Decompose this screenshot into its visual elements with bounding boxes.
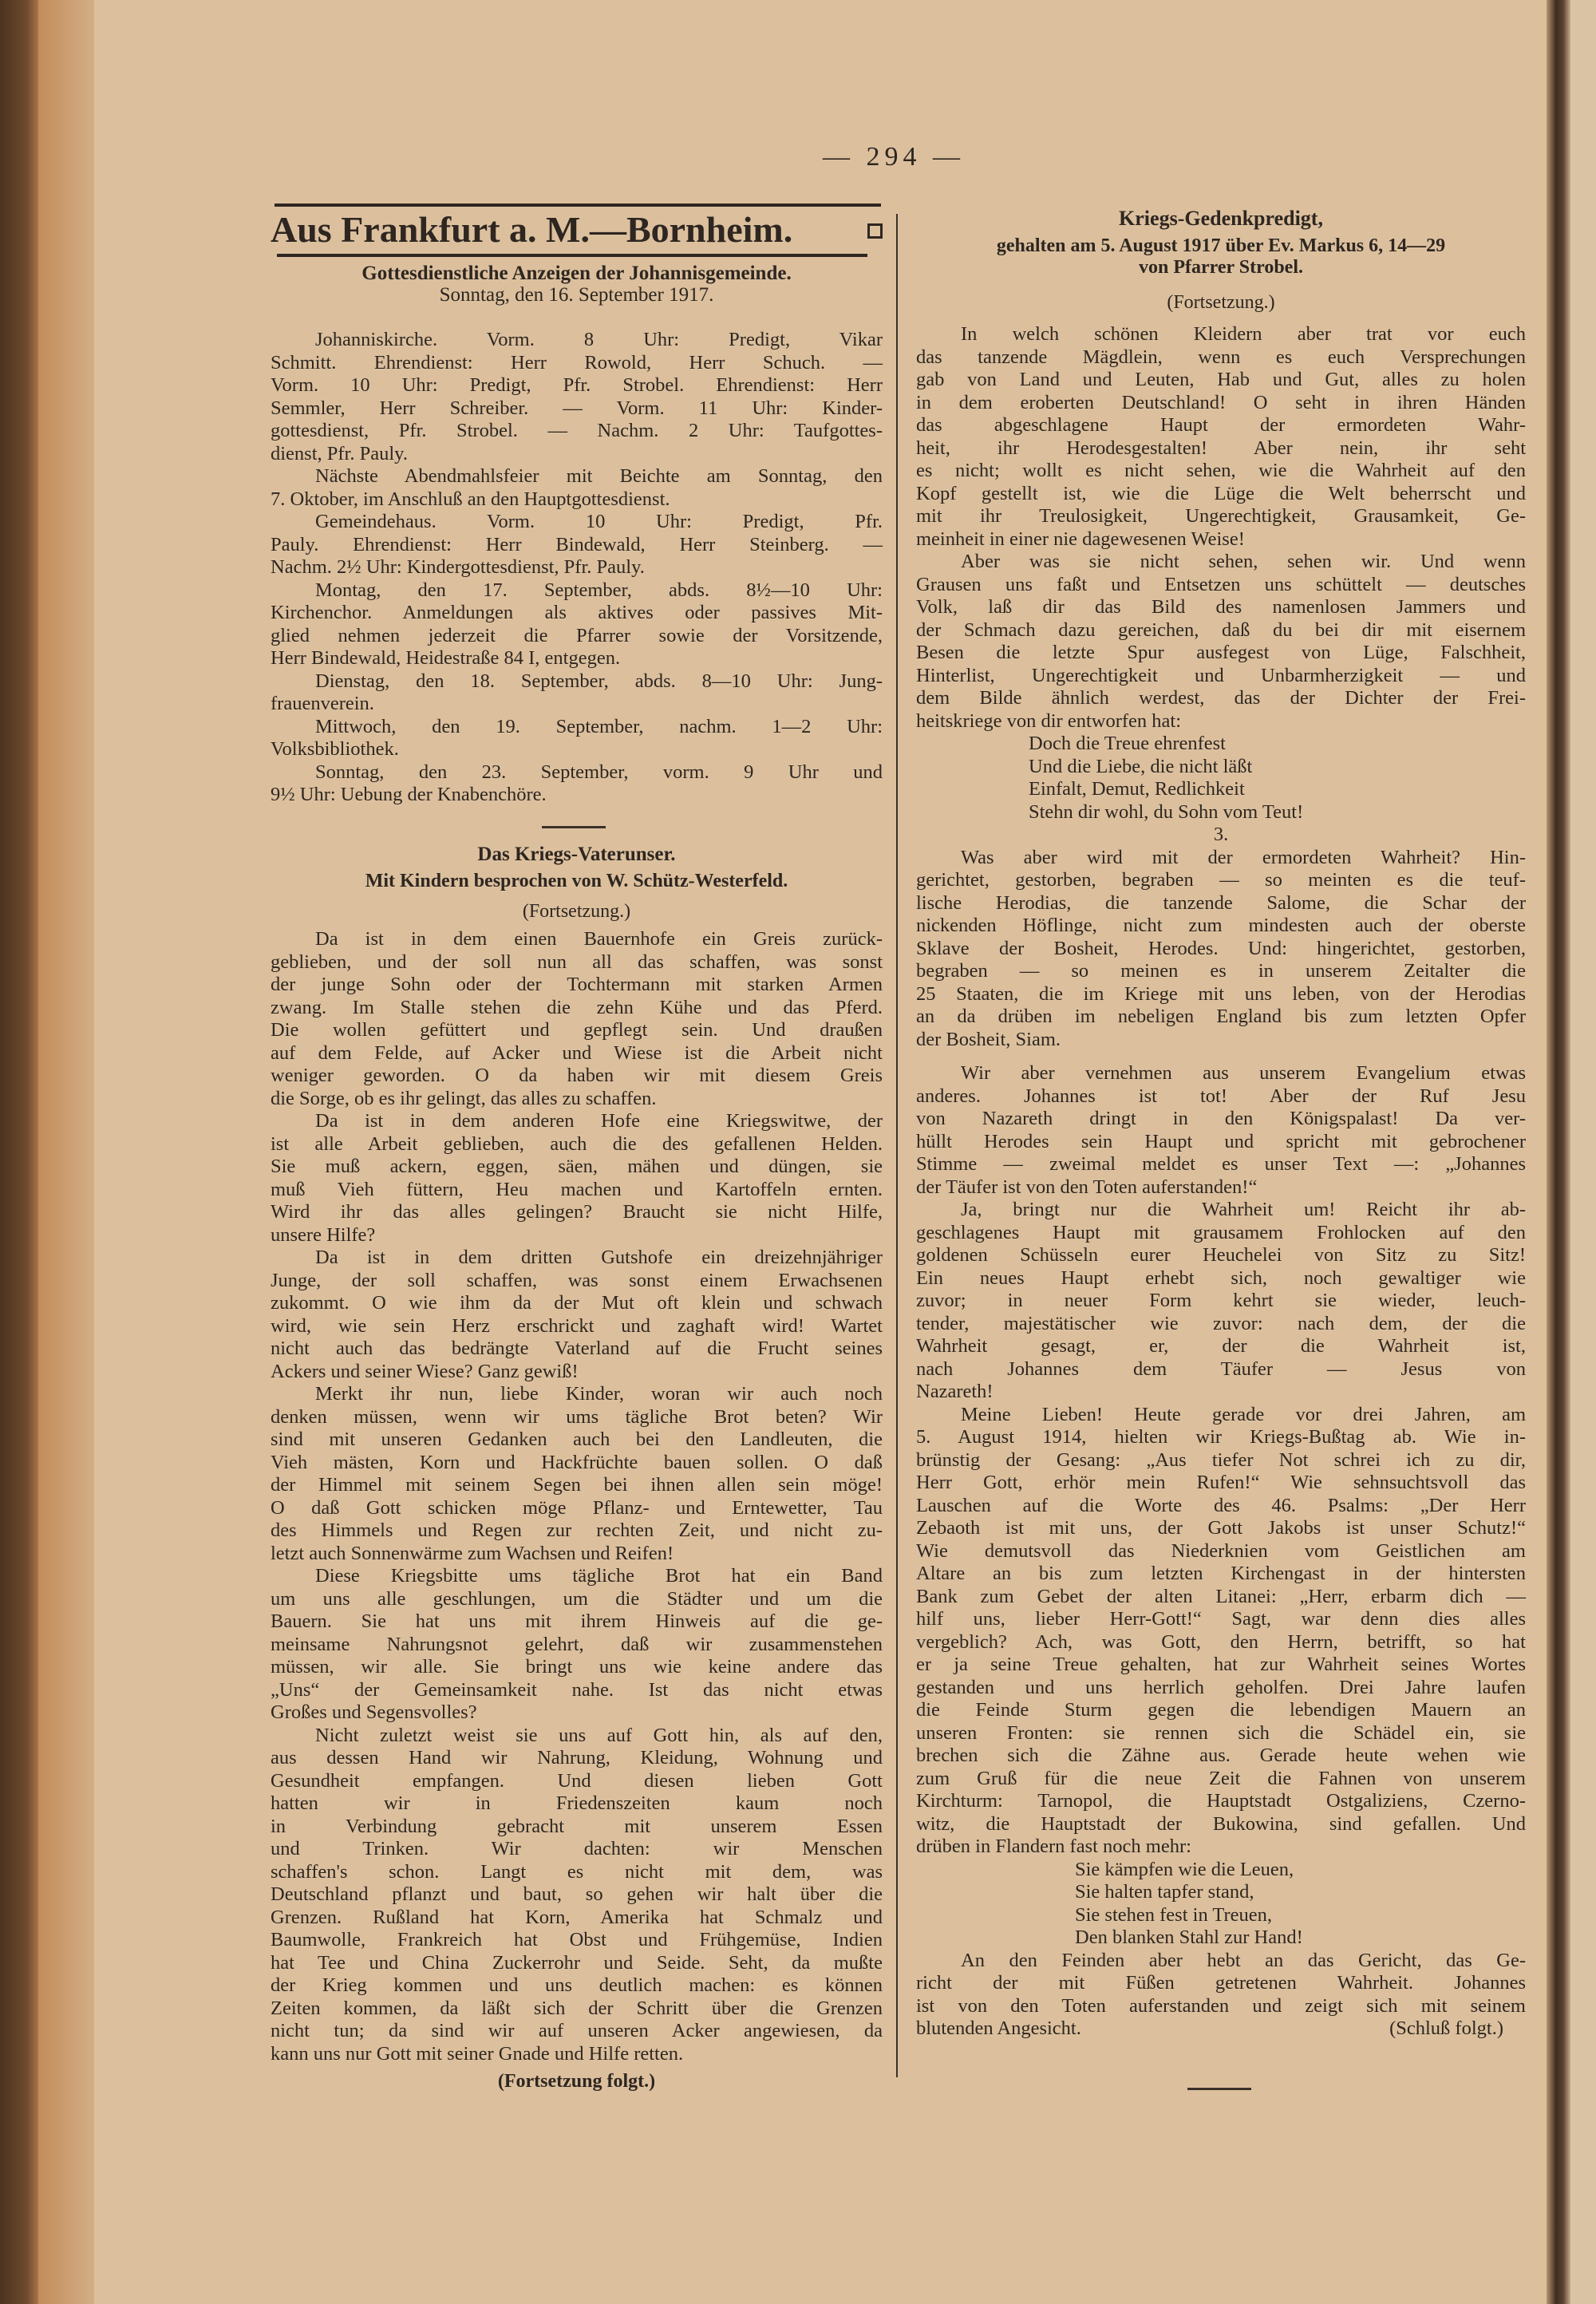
text-line: meinsame Nahrungsnot gelehrt, daß wir zusammenstehen xyxy=(271,1633,883,1655)
text-line: frauenverein. xyxy=(271,693,374,714)
paragraph xyxy=(916,847,1526,1052)
text-line: anderes. Johannes ist tot! Aber der Ruf Jesu xyxy=(916,1085,1526,1107)
text-line: geschlagenes Haupt mit grausamem Frohlocken auf den xyxy=(916,1221,1526,1243)
text-line: zukommt. O wie ihm da der Mut oft klein und schwach xyxy=(271,1292,883,1314)
text-line: zum Gruß für die neue Zeit die Fahnen von unserem xyxy=(916,1767,1526,1789)
text-line: in Verbindung gebracht mit unserem Essen xyxy=(271,1815,883,1837)
text-line: gottesdienst, Pfr. Strobel. — Nachm. 2 Uhr: Taufgottes- xyxy=(271,420,883,441)
text-line: Wir aber vernehmen aus unserem Evangelium etwas xyxy=(961,1062,1526,1084)
text-line: zuvor; in neuer Form kehrt sie wieder, leuch- xyxy=(916,1290,1526,1311)
text-line: geblieben, und der soll nun all das schaffen, was sonst xyxy=(271,950,883,973)
text-line: der Himmel mit seinem Segen bei ihnen allen sein möge! xyxy=(271,1474,883,1496)
text-line: Aber was sie nicht sehen, sehen wir. Und wenn xyxy=(961,551,1526,572)
text-line: gestanden und uns herrlich geholfen. Drei Jahre laufen xyxy=(916,1676,1526,1698)
text-line: Besen die letzte Spur ausfegest von Lüge, Falschheit, xyxy=(916,642,1526,663)
text-line: witz, die Hauptstadt der Bukowina, sind gefallen. Und xyxy=(916,1812,1526,1835)
closing-line xyxy=(916,2017,1526,2041)
text-line: 3. xyxy=(1213,824,1229,845)
text-line: der Schmach dazu gereichen, daß du bei dir mit eisernem xyxy=(916,618,1526,641)
text-line: nicht auch das bedrängte Vaterland auf die Frucht seines xyxy=(271,1338,883,1359)
text-line: 25 Staaten, die im Kriege mit uns leben, von der Herodias xyxy=(916,982,1526,1005)
text-line: der Täufer ist von den Toten auferstanden!“ xyxy=(916,1176,1258,1198)
sermon-continuation: (Fortsetzung.) xyxy=(1167,292,1275,313)
text-line: Kopf gestellt ist, wie die Lüge die Welt beherrscht und xyxy=(916,482,1526,504)
text-line: dem Bilde ähnlich werdest, das der Dichter der Frei- xyxy=(916,687,1526,709)
column-divider xyxy=(896,214,898,2077)
paragraph xyxy=(916,1950,1526,2041)
text-line: gab von Land und Leuten, Hab und Gut, alles zu holen xyxy=(916,369,1526,390)
paragraph xyxy=(271,928,883,1110)
paragraph xyxy=(271,1565,883,1725)
text-line: brechen sich die Zähne aus. Gerade heute wehen wie xyxy=(916,1745,1526,1766)
text-line: hüllt Herodes sein Haupt und spricht mit gebrochener xyxy=(916,1130,1526,1152)
text-line: Junge, der soll schaffen, was sonst einem Erwachsenen xyxy=(271,1269,883,1291)
book-gutter xyxy=(1547,0,1570,2304)
text-line: Altare an bis zum letzten Kirchengast in der hintersten xyxy=(916,1563,1526,1584)
text-line: Und die Liebe, die nicht läßt xyxy=(1029,755,1253,777)
paragraph xyxy=(916,1062,1526,1199)
text-line: Sie muß ackern, eggen, säen, mähen und düngen, sie xyxy=(271,1156,883,1177)
text-line: die Sorge, ob es ihr gelingt, das alles zu schaffen. xyxy=(271,1087,657,1109)
text-line: Grausen uns faßt und Entsetzen uns schüttelt — deutsches xyxy=(916,573,1526,595)
text-line: Wird ihr das alles gelingen? Braucht sie nicht Hilfe, xyxy=(271,1201,883,1223)
text-line: Sklave der Bosheit, Herodes. Und: hingerichtet, gestorben, xyxy=(916,937,1526,959)
text-line: Sie kämpfen wie die Leuen, xyxy=(1075,1858,1294,1880)
text-line: Ja, bringt nur die Wahrheit um! Reicht ihr ab- xyxy=(961,1199,1526,1220)
poem-stanza xyxy=(916,733,1526,824)
text-line: der Krieg kommen und uns deutlich machen: es können xyxy=(271,1974,883,1996)
text-line: Nicht zuletzt weist sie uns auf Gott hin, als auf den, xyxy=(315,1724,883,1746)
text-line: Montag, den 17. September, abds. 8½—10 Uhr: xyxy=(315,579,883,601)
text-line: Pauly. Ehrendienst: Herr Bindewald, Herr Steinberg. — xyxy=(271,533,883,555)
text-line: Deutschland pflanzt und baut, so gehen wir halt über die xyxy=(271,1883,883,1905)
text-line: Semmler, Herr Schreiber. — Vorm. 11 Uhr: Kinder- xyxy=(271,397,883,419)
text-line: des Himmels und Regen zur rechten Zeit, und nicht zu- xyxy=(271,1520,883,1541)
paragraph xyxy=(271,1110,883,1247)
text-line: letzt auch Sonnenwärme zum Wachsen und Reifen! xyxy=(271,1542,674,1564)
text-line: ist von den Toten auferstanden und zeigt sich mit seinem xyxy=(916,1994,1526,2017)
text-line: drüben in Flandern fast noch mehr: xyxy=(916,1836,1191,1857)
notice-item xyxy=(271,465,883,511)
text-line: Wie demutsvoll das Niederknien vom Geistlichen am xyxy=(916,1539,1526,1562)
text-line: die Feinde Sturm gegen die lebendigen Mauern an xyxy=(916,1699,1526,1721)
text-line: auf dem Felde, auf Acker und Wiese ist die Arbeit nicht xyxy=(271,1041,883,1064)
text-line: Zeiten kommen, da läßt sich der Schritt über die Grenzen xyxy=(271,1997,883,2019)
text-line: von Nazareth dringt in den Königspalast! Da ver- xyxy=(916,1108,1526,1129)
text-line: Meine Lieben! Heute gerade vor drei Jahren, am xyxy=(961,1403,1526,1425)
text-line: „Uns“ der Gemeinsamkeit nahe. Ist das nicht etwas xyxy=(271,1678,883,1701)
text-line: Sonntag, den 23. September, vorm. 9 Uhr und xyxy=(315,761,883,783)
text-line: O daß Gott schicken möge Pflanz- und Erntewetter, Tau xyxy=(271,1496,883,1519)
paragraph xyxy=(271,1383,883,1565)
paragraph xyxy=(916,323,1526,551)
text-line: muß Vieh füttern, Heu machen und Kartoffeln ernten. xyxy=(271,1178,883,1200)
text-line: er ja seine Treue gehalten, hat zur Wahrheit seines Wortes xyxy=(916,1654,1526,1675)
text-line: Gesundheit empfangen. Und diesen lieben Gott xyxy=(271,1769,883,1792)
text-line: um uns alle geschlungen, um die Städter und um die xyxy=(271,1587,883,1610)
notices-date: Sonntag, den 16. September 1917. xyxy=(439,284,714,306)
text-line: lische Herodias, die tanzende Salome, die Schar der xyxy=(916,891,1526,914)
paragraph xyxy=(271,1247,883,1383)
text-line: heit, ihr Herodesgestalten! Aber nein, ihr seht xyxy=(916,437,1526,459)
text-line: Stimme — zweimal meldet es unser Text —: „Johannes xyxy=(916,1153,1526,1175)
text-line: Den blanken Stahl zur Hand! xyxy=(1075,1927,1303,1948)
notice-item xyxy=(271,511,883,579)
square-ornament-icon xyxy=(867,223,883,239)
next-page-edge xyxy=(1570,0,1596,2304)
page-margin-shadow xyxy=(38,0,94,2304)
text-line: ist alle Arbeit geblieben, auch die des gefallenen Helden. xyxy=(271,1132,883,1155)
article-continuation: (Fortsetzung.) xyxy=(522,901,631,922)
text-line: und Trinken. Wir dachten: wir Menschen xyxy=(271,1838,883,1859)
text-line: Lauschen auf die Worte des 46. Psalms: „Der Herr xyxy=(916,1494,1526,1516)
text-line: Merkt ihr nun, liebe Kinder, woran wir auch noch xyxy=(315,1383,883,1405)
text-line: begraben — so meinen es in unserem Zeitalter die xyxy=(916,960,1526,982)
text-line: hatten wir in Friedenszeiten kaum noch xyxy=(271,1792,883,1814)
text-line: Da ist in dem dritten Gutshofe ein dreizehnjähriger xyxy=(315,1247,883,1268)
text-line: Grenzen. Rußland hat Korn, Amerika hat Schmalz und xyxy=(271,1906,883,1928)
end-rule xyxy=(1187,2088,1251,2090)
separator-rule xyxy=(542,826,606,828)
section-number xyxy=(916,824,1526,847)
text-line: Die wollen gefüttert und gepflegt sein. Und draußen xyxy=(271,1019,883,1041)
sermon-body xyxy=(916,323,1526,2041)
text-line: aus dessen Hand wir Nahrung, Kleidung, Wohnung und xyxy=(271,1747,883,1769)
text-line: 9½ Uhr: Uebung der Knabenchöre. xyxy=(271,784,547,805)
text-line: Herr Gott, erhör mein Rufen!“ Wie sehnsuchtsvoll das xyxy=(916,1472,1526,1493)
text-line: das abgeschlagene Haupt der ermordeten Wahr- xyxy=(916,414,1526,436)
notice-item xyxy=(271,329,883,465)
article-body xyxy=(271,928,883,2093)
text-line: Großes und Segensvolles? xyxy=(271,1701,477,1723)
text-line: Sie stehen fest in Treuen, xyxy=(1075,1903,1273,1926)
notices-heading: Gottesdienstliche Anzeigen der Johannisgemeinde. xyxy=(361,263,792,284)
text-line: Vieh mästen, Korn und Hackfrüchte bauen sollen. O daß xyxy=(271,1451,883,1473)
sermon-subtitle: gehalten am 5. August 1917 über Ev. Markus 6, 14—29 xyxy=(996,235,1446,256)
text-line: schaffen's schon. Langt es nicht mit dem, was xyxy=(271,1860,883,1883)
text-line: In welch schönen Kleidern aber trat vor euch xyxy=(961,323,1526,345)
text-line: in dem eroberten Deutschland! O seht in ihren Händen xyxy=(916,391,1526,413)
text-line: Mittwoch, den 19. September, nachm. 1—2 Uhr: xyxy=(315,715,883,737)
text-line: Zebaoth ist mit uns, der Gott Jakobs ist unser Schutz!“ xyxy=(916,1517,1526,1539)
notice-item xyxy=(271,670,883,716)
text-line: der junge Sohn oder der Tochtermann mit starken Armen xyxy=(271,974,883,995)
text-line: dienst, Pfr. Pauly. xyxy=(271,442,408,464)
text-line: An den Feinden aber hebt an das Gericht, das Ge- xyxy=(961,1949,1526,1971)
text-line: an da drüben im nebeligen England bis zum letzten Opfer xyxy=(916,1006,1526,1027)
text-line: Ackers und seiner Wiese? Ganz gewiß! xyxy=(271,1360,579,1382)
text-line: Schmitt. Ehrendienst: Herr Rowold, Herr Schuch. — xyxy=(271,351,883,373)
text-line: hat Tee und China Zuckerrohr und Seide. Seht, da mußte xyxy=(271,1951,883,1974)
text-line: Kirchenchor. Anmeldungen als aktives oder passives Mit- xyxy=(271,602,883,623)
text-line: sind mit unseren Gedanken auch bei den Landleuten, die xyxy=(271,1429,883,1450)
text-line: blutenden Angesicht. xyxy=(916,2017,1081,2039)
text-line: Johanniskirche. Vorm. 8 Uhr: Predigt, Vikar xyxy=(315,329,883,350)
text-line: nicht tun; da sind wir auf unseren Acker angewiesen, da xyxy=(271,2020,883,2041)
text-line: gerichtet, gestorben, begraben — so meinten es die teuf- xyxy=(916,869,1526,891)
sermon-author: von Pfarrer Strobel. xyxy=(1139,257,1303,278)
text-line: Was aber wird mit der ermordeten Wahrheit? Hin- xyxy=(961,846,1526,868)
text-line: Nächste Abendmahlsfeier mit Beichte am Sonntag, den xyxy=(315,465,883,487)
text-line: der Bosheit, Siam. xyxy=(916,1028,1061,1050)
text-line: Bauern. Sie hat uns mit ihrem Hinweis auf die ge- xyxy=(271,1610,883,1632)
text-line: heitskriege von dir entworfen hat: xyxy=(916,709,1182,732)
text-line: Gemeindehaus. Vorm. 10 Uhr: Predigt, Pfr. xyxy=(315,511,883,532)
text-line: meinheit in einer nie dagewesenen Weise! xyxy=(916,528,1245,550)
title-rule-top xyxy=(275,204,881,207)
text-line: Ein neues Haupt erhebt sich, noch gewaltiger wie xyxy=(916,1267,1526,1289)
sermon-title: Kriegs-Gedenkpredigt, xyxy=(1119,207,1323,230)
book-edge xyxy=(0,0,38,2304)
text-line: zwang. Im Stalle stehen die zehn Kühe und das Pferd. xyxy=(271,996,883,1018)
text-line: Diese Kriegsbitte ums tägliche Brot hat ein Band xyxy=(315,1565,883,1587)
text-line: Baumwolle, Frankreich hat Obst und Frühgemüse, Indien xyxy=(271,1929,883,1950)
text-line: Vorm. 10 Uhr: Predigt, Pfr. Strobel. Ehrendienst: Herr xyxy=(271,374,883,396)
text-line: das tanzende Mägdlein, wenn es euch Versprechungen xyxy=(916,346,1526,368)
notices-list xyxy=(271,329,883,807)
text-line: Sie halten tapfer stand, xyxy=(1075,1881,1254,1903)
text-line: 5. August 1914, hielten wir Kriegs-Bußtag ab. Wie in- xyxy=(916,1426,1526,1448)
text-line: Dienstag, den 18. September, abds. 8—10 Uhr: Jung- xyxy=(315,670,883,692)
article-paragraphs xyxy=(271,928,883,2065)
text-line: unseren Fronten: sie rennen sich die Schädel ein, sie xyxy=(916,1721,1526,1744)
text-line: weniger geworden. O da haben wir mit diesem Greis xyxy=(271,1065,883,1086)
notice-item xyxy=(271,716,883,761)
text-line: müssen, wir alle. Sie bringt uns wie keine andere das xyxy=(271,1656,883,1678)
closing-note: (Schluß folgt.) xyxy=(1389,2017,1503,2039)
text-line: denken müssen, wenn wir ums tägliche Brot beten? Wir xyxy=(271,1405,883,1428)
text-line: Da ist in dem anderen Hofe eine Kriegswitwe, der xyxy=(315,1110,883,1132)
text-line: hilf uns, lieber Herr-Gott!“ Sagt, war denn dies alles xyxy=(916,1608,1526,1630)
text-line: Bank zum Gebet der alten Litanei: „Herr, erbarm dich — xyxy=(916,1585,1526,1607)
notice-item xyxy=(271,761,883,807)
text-line: tender, majestätischer wie zuvor: nach dem, der die xyxy=(916,1312,1526,1334)
text-line: nickenden Höflinge, nicht zum mindesten auch der oberste xyxy=(916,915,1526,936)
text-line: Nachm. 2½ Uhr: Kindergottesdienst, Pfr. Pauly. xyxy=(271,556,645,578)
text-line: Volk, laß dir das Bild des namenlosen Jammers und xyxy=(916,596,1526,618)
text-line: glied nehmen jederzeit die Pfarrer sowie der Vorsitzende, xyxy=(271,624,883,646)
article-byline: Mit Kindern besprochen von W. Schütz-Westerfeld. xyxy=(365,871,788,891)
paragraph xyxy=(916,1404,1526,1859)
text-line: Kirchturm: Tarnopol, die Hauptstadt Ostgaliziens, Czerno- xyxy=(916,1790,1526,1812)
text-line: Einfalt, Demut, Redlichkeit xyxy=(1029,778,1245,800)
text-line: Wahrheit gesagt, er, der die Wahrheit ist, xyxy=(916,1335,1526,1357)
text-line: brünstig der Gesang: „Aus tiefer Not schrei ich zu dir, xyxy=(916,1448,1526,1471)
paragraph xyxy=(916,551,1526,733)
article-footer: (Fortsetzung folgt.) xyxy=(497,2071,656,2092)
text-line: nach Johannes dem Täufer — Jesus von xyxy=(916,1358,1526,1380)
text-line: Stehn dir wohl, du Sohn vom Teut! xyxy=(1029,800,1304,823)
text-line: Volksbibliothek. xyxy=(271,738,399,760)
text-line: wird, wie sein Herz erschrickt und zaghaft wird! Wartet xyxy=(271,1314,883,1337)
paragraph xyxy=(916,1199,1526,1404)
page-number: — 294 — xyxy=(823,142,965,172)
text-line: goldenen Schüsseln eurer Heuchelei von Sitz zu Sitz! xyxy=(916,1244,1526,1266)
notice-item xyxy=(271,579,883,670)
title-rule-bottom xyxy=(277,254,867,257)
text-line: 7. Oktober, im Anschluß an den Hauptgottesdienst. xyxy=(271,488,670,510)
section-title: Aus Frankfurt a. M.—Bornheim. xyxy=(271,209,793,250)
text-line: richt der mit Füßen getretenen Wahrheit. Johannes xyxy=(916,1972,1526,1994)
text-line: Nazareth! xyxy=(916,1381,994,1402)
text-line: Hinterlist, Ungerechtigkeit und Unbarmherzigkeit — und xyxy=(916,664,1526,686)
text-line: Doch die Treue ehrenfest xyxy=(1029,733,1226,754)
paragraph xyxy=(271,1725,883,2066)
text-line: unsere Hilfe? xyxy=(271,1223,376,1246)
poem-stanza xyxy=(916,1859,1526,1950)
text-line: mit ihr Treulosigkeit, Ungerechtigkeit, Grausamkeit, Ge- xyxy=(916,505,1526,527)
text-line: es nicht; wollt es nicht sehen, wie die Wahrheit auf den xyxy=(916,460,1526,481)
text-line: Da ist in dem einen Bauernhofe ein Greis zurück- xyxy=(315,928,883,950)
text-line: vergeblich? Ach, was Gott, den Herrn, betrifft, so hat xyxy=(916,1630,1526,1653)
text-line: kann uns nur Gott mit seiner Gnade und Hilfe retten. xyxy=(271,2042,684,2065)
text-line: Herr Bindewald, Heidestraße 84 I, entgegen. xyxy=(271,647,621,669)
article-title: Das Kriegs-Vaterunser. xyxy=(477,844,676,865)
